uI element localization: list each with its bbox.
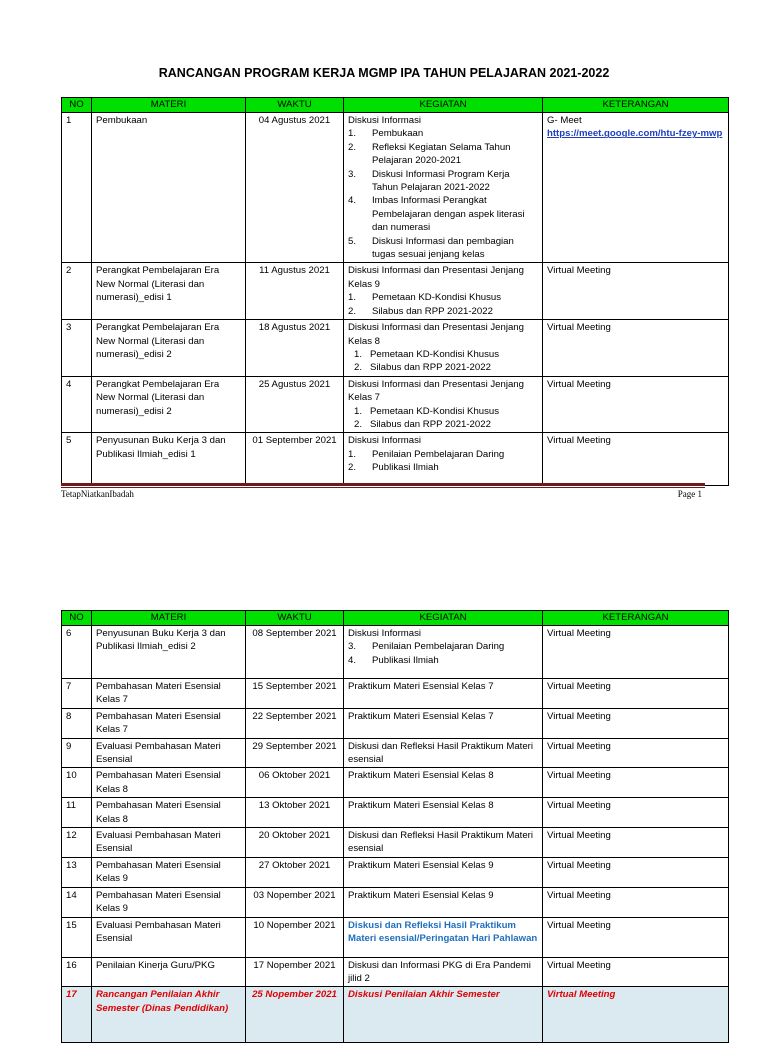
table-row <box>62 887 729 917</box>
list-item: 3. Diskusi Informasi Program Kerja Tahun Pelajaran 2021-2022 <box>348 168 510 194</box>
list-item: 1. Pemetaan KD-Kondisi Khusus <box>348 292 502 304</box>
row-materi: Perangkat Pembelajaran Era New Normal (Literasi dan numerasi)_edisi 1 <box>92 263 246 320</box>
row-no: 2 <box>62 263 92 320</box>
row-materi: Penyusunan Buku Kerja 3 dan Publikasi Ilmiah_edisi 1 <box>92 433 246 486</box>
table-row <box>62 857 729 887</box>
table-row <box>62 113 729 263</box>
row-waktu: 10 Nopember 2021 <box>246 917 344 957</box>
row-keterangan: Virtual Meeting <box>543 679 729 709</box>
row-kegiatan: Praktikum Materi Esensial Kelas 9 <box>344 857 543 887</box>
table-row <box>62 626 729 679</box>
table-header-row <box>62 611 729 626</box>
list-item: 1. Penilaian Pembelajaran Daring <box>348 448 505 460</box>
row-no: 17 <box>62 987 92 1043</box>
row-keterangan: Virtual Meeting <box>543 376 729 433</box>
list-item: 2. Publikasi Ilmiah <box>348 462 439 474</box>
list-item: 2. Silabus dan RPP 2021-2022 <box>348 305 493 317</box>
page-number: Page 1 <box>677 489 702 499</box>
row-materi: Pembahasan Materi Esensial Kelas 9 <box>92 887 246 917</box>
header-no: NO <box>62 611 92 626</box>
table-row <box>62 433 729 486</box>
row-kegiatan <box>344 320 543 377</box>
row-waktu: 17 Nopember 2021 <box>246 957 344 987</box>
row-waktu: 04 Agustus 2021 <box>246 113 344 263</box>
row-materi: Pembahasan Materi Esensial Kelas 8 <box>92 798 246 828</box>
table-row <box>62 917 729 957</box>
kegiatan-heading: Diskusi Informasi <box>348 435 422 447</box>
page-title: RANCANGAN PROGRAM KERJA MGMP IPA TAHUN PELAJARAN 2021-2022 <box>158 66 610 80</box>
row-materi: Perangkat Pembelajaran Era New Normal (Literasi dan numerasi)_edisi 2 <box>92 320 246 377</box>
row-materi: Evaluasi Pembahasan Materi Esensial <box>92 917 246 957</box>
row-materi: Evaluasi Pembahasan Materi Esensial <box>92 738 246 768</box>
kegiatan-list <box>348 448 538 475</box>
table-row <box>62 376 729 433</box>
kegiatan-list <box>348 405 538 432</box>
table-row <box>62 957 729 987</box>
row-waktu: 08 September 2021 <box>246 626 344 679</box>
header-materi: MATERI <box>92 98 246 113</box>
row-waktu: 27 Oktober 2021 <box>246 857 344 887</box>
row-waktu: 18 Agustus 2021 <box>246 320 344 377</box>
row-keterangan: Virtual Meeting <box>543 768 729 798</box>
row-kegiatan: Praktikum Materi Esensial Kelas 8 <box>344 768 543 798</box>
list-item: 4. Publikasi Ilmiah <box>348 654 439 666</box>
row-materi: Penilaian Kinerja Guru/PKG <box>92 957 246 987</box>
row-kegiatan <box>344 626 543 679</box>
row-waktu: 29 September 2021 <box>246 738 344 768</box>
table-row <box>62 708 729 738</box>
header-waktu: WAKTU <box>246 611 344 626</box>
row-keterangan: Virtual Meeting <box>543 887 729 917</box>
row-no: 9 <box>62 738 92 768</box>
footer-rule <box>61 483 705 486</box>
header-keterangan: KETERANGAN <box>543 611 729 626</box>
row-kegiatan: Praktikum Materi Esensial Kelas 9 <box>344 887 543 917</box>
kegiatan-heading: Diskusi Informasi dan Presentasi Jenjang Kelas 7 <box>348 378 524 404</box>
row-materi: Rancangan Penilaian Akhir Semester (Dinas Pendidikan) <box>92 987 246 1043</box>
row-keterangan: Virtual Meeting <box>543 708 729 738</box>
row-materi: Penyusunan Buku Kerja 3 dan Publikasi Ilmiah_edisi 2 <box>92 626 246 679</box>
header-waktu: WAKTU <box>246 98 344 113</box>
row-materi: Pembahasan Materi Esensial Kelas 7 <box>92 679 246 709</box>
header-keterangan: KETERANGAN <box>543 98 729 113</box>
kegiatan-heading: Diskusi Informasi <box>348 628 422 639</box>
row-kegiatan: Praktikum Materi Esensial Kelas 7 <box>344 708 543 738</box>
header-kegiatan: KEGIATAN <box>344 611 543 626</box>
list-item: 2. Silabus dan RPP 2021-2022 <box>354 418 491 430</box>
row-waktu: 25 Agustus 2021 <box>246 376 344 433</box>
table-row-highlighted <box>62 987 729 1043</box>
row-keterangan: Virtual Meeting <box>543 433 729 486</box>
row-waktu: 25 Nopember 2021 <box>246 987 344 1043</box>
program-table-page-2 <box>61 610 729 1043</box>
list-item: 1. Pemetaan KD-Kondisi Khusus <box>354 405 500 417</box>
row-no: 14 <box>62 887 92 917</box>
row-waktu: 13 Oktober 2021 <box>246 798 344 828</box>
row-kegiatan: Diskusi dan Refleksi Hasil Praktikum Materi esensial <box>344 738 543 768</box>
kegiatan-heading: Diskusi Informasi dan Presentasi Jenjang Kelas 9 <box>348 265 524 290</box>
row-kegiatan <box>344 376 543 433</box>
footer-rule-thin <box>61 487 705 488</box>
row-kegiatan <box>344 263 543 320</box>
row-no: 16 <box>62 957 92 987</box>
list-item: 5. Diskusi Informasi dan pembagian tugas sesuai jenjang kelas <box>348 235 514 261</box>
kegiatan-list <box>348 291 538 318</box>
header-no: NO <box>62 98 92 113</box>
table-row <box>62 828 729 858</box>
row-keterangan: Virtual Meeting <box>543 957 729 987</box>
row-kegiatan: Diskusi dan Refleksi Hasil Praktikum Materi esensial <box>344 828 543 858</box>
table-row <box>62 679 729 709</box>
list-item: 1. Pemetaan KD-Kondisi Khusus <box>354 348 500 360</box>
row-kegiatan: Diskusi Penilaian Akhir Semester <box>344 987 543 1043</box>
row-keterangan: Virtual Meeting <box>543 987 729 1043</box>
keterangan-text: G- Meet <box>547 115 582 126</box>
kegiatan-list <box>348 127 538 261</box>
row-waktu: 20 Oktober 2021 <box>246 828 344 858</box>
row-no: 3 <box>62 320 92 377</box>
row-no: 7 <box>62 679 92 709</box>
row-kegiatan <box>344 433 543 486</box>
row-materi: Evaluasi Pembahasan Materi Esensial <box>92 828 246 858</box>
table-row <box>62 320 729 377</box>
row-keterangan: Virtual Meeting <box>543 626 729 679</box>
row-kegiatan: Praktikum Materi Esensial Kelas 8 <box>344 798 543 828</box>
kegiatan-heading: Diskusi Informasi <box>348 115 422 126</box>
row-materi: Pembahasan Materi Esensial Kelas 8 <box>92 768 246 798</box>
row-materi: Pembahasan Materi Esensial Kelas 7 <box>92 708 246 738</box>
table-row <box>62 738 729 768</box>
row-no: 5 <box>62 433 92 486</box>
meet-link[interactable]: https://meet.google.com/htu-fzey-mwp <box>547 128 723 140</box>
row-keterangan: Virtual Meeting <box>543 320 729 377</box>
row-waktu: 03 Nopember 2021 <box>246 887 344 917</box>
row-kegiatan <box>344 113 543 263</box>
row-no: 8 <box>62 708 92 738</box>
row-no: 6 <box>62 626 92 679</box>
list-item: 4. Imbas Informasi Perangkat Pembelajaran dengan aspek literasi dan numerasi <box>348 195 525 234</box>
row-no: 13 <box>62 857 92 887</box>
kegiatan-list <box>348 348 538 375</box>
kegiatan-list <box>348 640 538 667</box>
row-waktu: 06 Oktober 2021 <box>246 768 344 798</box>
table-row <box>62 798 729 828</box>
row-keterangan: Virtual Meeting <box>543 738 729 768</box>
row-keterangan: Virtual Meeting <box>543 263 729 320</box>
row-materi: Perangkat Pembelajaran Era New Normal (Literasi dan numerasi)_edisi 2 <box>92 376 246 433</box>
program-table-page-1 <box>61 97 729 486</box>
row-kegiatan: Praktikum Materi Esensial Kelas 7 <box>344 679 543 709</box>
row-waktu: 22 September 2021 <box>246 708 344 738</box>
table-row <box>62 768 729 798</box>
row-keterangan: Virtual Meeting <box>543 798 729 828</box>
row-no: 12 <box>62 828 92 858</box>
row-keterangan: Virtual Meeting <box>543 857 729 887</box>
row-waktu: 15 September 2021 <box>246 679 344 709</box>
row-no: 15 <box>62 917 92 957</box>
header-kegiatan: KEGIATAN <box>344 98 543 113</box>
list-item: 2. Silabus dan RPP 2021-2022 <box>354 362 491 374</box>
row-keterangan: Virtual Meeting <box>543 828 729 858</box>
list-item: 3. Penilaian Pembelajaran Daring <box>348 641 505 653</box>
row-waktu: 11 Agustus 2021 <box>246 263 344 320</box>
list-item: 2. Refleksi Kegiatan Selama Tahun Pelajaran 2020-2021 <box>348 141 511 167</box>
row-keterangan: Virtual Meeting <box>543 917 729 957</box>
row-kegiatan: Diskusi dan Informasi PKG di Era Pandemi jilid 2 <box>344 957 543 987</box>
row-kegiatan: Diskusi dan Refleksi Hasil Praktikum Materi esensial/Peringatan Hari Pahlawan <box>344 917 543 957</box>
row-keterangan <box>543 113 729 263</box>
row-no: 1 <box>62 113 92 263</box>
row-materi: Pembukaan <box>92 113 246 263</box>
list-item: 1. Pembukaan <box>348 128 424 140</box>
row-no: 4 <box>62 376 92 433</box>
table-row <box>62 263 729 320</box>
row-waktu: 01 September 2021 <box>246 433 344 486</box>
row-materi: Pembahasan Materi Esensial Kelas 9 <box>92 857 246 887</box>
row-no: 10 <box>62 768 92 798</box>
table-header-row <box>62 98 729 113</box>
footer-motto: TetapNiatkanIbadah <box>61 489 134 499</box>
header-materi: MATERI <box>92 611 246 626</box>
row-no: 11 <box>62 798 92 828</box>
kegiatan-heading: Diskusi Informasi dan Presentasi Jenjang Kelas 8 <box>348 322 524 347</box>
